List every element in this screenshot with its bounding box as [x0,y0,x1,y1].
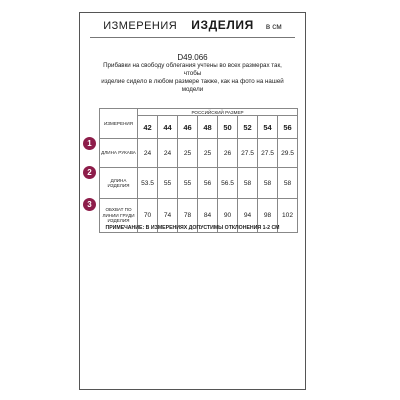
corner-label: ИЗМЕРЕНИЯ [100,109,138,139]
fit-description [94,62,291,94]
row-label-garment-length [100,168,138,199]
size-header: 56 [278,116,298,139]
table-cell: 25 [198,139,218,168]
row-label-sleeve-length [100,139,138,168]
size-header: 44 [158,116,178,139]
size-table [99,108,298,233]
row-label-line: ДЛИНА [110,177,127,183]
description-line: Прибавки на свободу облегания учтены во всех размерах так, чтобы [103,62,282,77]
table-cell: 94 [238,199,258,233]
table-cell: 26 [218,139,238,168]
size-group-label: РОССИЙСКИЙ РАЗМЕР [138,109,298,116]
row-label-line: ИЗДЕЛИЯ [107,183,130,188]
row-number-badge: 3 [83,198,96,211]
row-label-line: ДЛИНА РУКАВА [101,150,136,156]
table-cell: 90 [218,199,238,233]
title-measurements: ИЗМЕРЕНИЯ [103,20,178,32]
tolerance-note: ПРИМЕЧАНИЕ: В ИЗМЕРЕНИЯХ ДОПУСТИМЫ ОТКЛОНЕНИЯ 1-2 СМ [105,225,280,231]
table-row [100,168,298,199]
table-cell: 56.5 [218,168,238,199]
table-cell: 29.5 [278,139,298,168]
table-cell: 84 [198,199,218,233]
description-line: изделие сидело в любом размере также, как на фото на нашей [101,78,284,85]
table-cell: 102 [278,199,298,233]
size-header: 46 [178,116,198,139]
table-row [100,139,298,168]
table-cell: 78 [178,199,198,233]
table-cell: 27.5 [258,139,278,168]
table-cell: 98 [258,199,278,233]
row-number-badge: 1 [83,137,96,150]
product-code: D49.066 [177,53,208,62]
table-cell: 24 [158,139,178,168]
description-line: модели [181,86,204,93]
title-product: ИЗДЕЛИЯ [191,18,254,32]
table-cell: 55 [178,168,198,199]
page-title [80,13,305,37]
table-cell: 56 [198,168,218,199]
table-cell: 58 [278,168,298,199]
size-header: 54 [258,116,278,139]
table-cell: 24 [138,139,158,168]
table-cell: 53.5 [138,168,158,199]
header-divider [90,37,295,38]
table-cell: 70 [138,199,158,233]
table-cell: 25 [178,139,198,168]
size-header: 42 [138,116,158,139]
size-header: 52 [238,116,258,139]
size-header: 48 [198,116,218,139]
row-label-line: ЛИНИИ ГРУДИ [102,212,135,218]
row-label-line: ОБХВАТ ПО [105,207,132,213]
table-cell: 27.5 [238,139,258,168]
table-cell: 55 [158,168,178,199]
table-cell: 58 [238,168,258,199]
table-cell: 58 [258,168,278,199]
row-label-line: ИЗДЕЛИЯ [107,218,130,224]
size-header: 50 [218,116,238,139]
title-unit: в см [265,22,282,31]
size-chart-sheet [79,12,306,390]
table-header-row [100,109,298,116]
table-cell: 74 [158,199,178,233]
row-number-badge: 2 [83,166,96,179]
